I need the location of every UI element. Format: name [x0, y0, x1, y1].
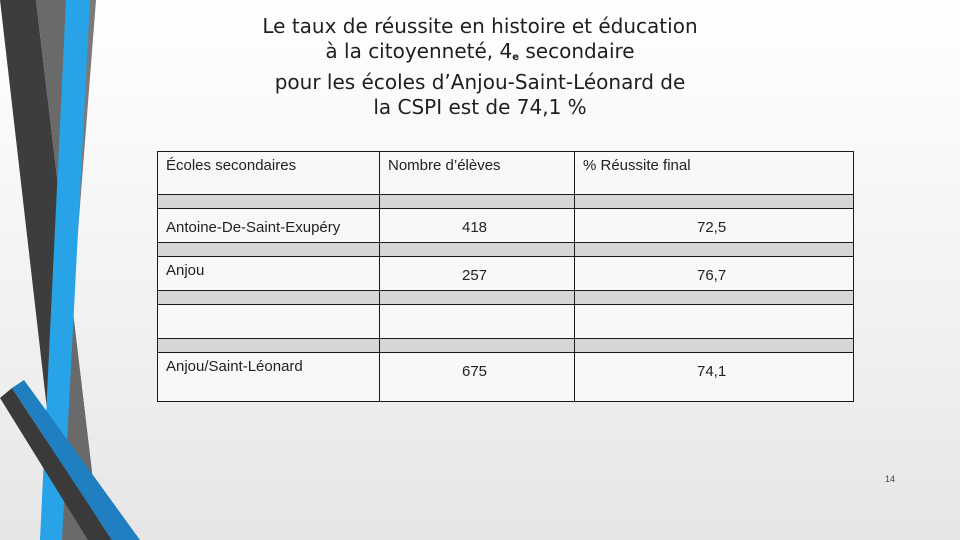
separator-cell [380, 291, 575, 305]
school-cell [158, 353, 380, 402]
school-cell [158, 209, 380, 243]
students-count: 675 [462, 363, 488, 380]
page-number: 14 [885, 474, 896, 484]
header-schools: Écoles secondaires [166, 157, 297, 174]
separator-cell [158, 291, 380, 305]
students-cell [380, 209, 575, 243]
success-rate: 74,1 [697, 363, 727, 380]
students-count: 418 [462, 219, 488, 236]
table-row [158, 257, 854, 291]
title-line-2 [220, 39, 740, 70]
school-name [158, 305, 379, 315]
school-cell [158, 257, 380, 291]
success-rate [575, 305, 853, 315]
rate-cell [575, 209, 854, 243]
separator-cell [575, 195, 854, 209]
separator-cell [158, 195, 380, 209]
results-table [157, 151, 854, 402]
title-line-3: pour les écoles d’Anjou-Saint-Léonard de [274, 70, 686, 94]
separator-cell [575, 243, 854, 257]
success-rate: 76,7 [697, 267, 727, 284]
title-line-4: la CSPI est de 74,1 % [373, 95, 587, 119]
header-cell-rate [575, 152, 854, 195]
students-cell [380, 353, 575, 402]
separator-cell [380, 243, 575, 257]
title-line-2-text: à la citoyenneté, 4 [325, 39, 513, 63]
table-header-row [158, 152, 854, 195]
rate-cell [575, 257, 854, 291]
separator-row [158, 243, 854, 257]
students-cell [380, 257, 575, 291]
slide-title [220, 14, 740, 120]
separator-row [158, 195, 854, 209]
students-count [380, 305, 574, 315]
title-line-2-suffix: secondaire [519, 39, 635, 63]
title-superscript: e [512, 52, 519, 63]
table-row-empty [158, 305, 854, 339]
header-students: Nombre d’élèves [388, 157, 501, 174]
school-name: Antoine-De-Saint-Exupéry [166, 219, 341, 236]
separator-cell [380, 195, 575, 209]
separator-row [158, 291, 854, 305]
students-count: 257 [462, 267, 488, 284]
rate-cell [575, 305, 854, 339]
separator-cell [575, 339, 854, 353]
table-row [158, 209, 854, 243]
school-name: Anjou/Saint-Léonard [166, 358, 303, 375]
header-cell-schools [158, 152, 380, 195]
students-cell [380, 305, 575, 339]
school-cell [158, 305, 380, 339]
school-name: Anjou [166, 262, 205, 279]
success-rate: 72,5 [697, 219, 727, 236]
separator-cell [158, 243, 380, 257]
table-row-total [158, 353, 854, 402]
separator-cell [575, 291, 854, 305]
separator-cell [380, 339, 575, 353]
header-cell-students [380, 152, 575, 195]
title-line-1: Le taux de réussite en histoire et éducation [262, 14, 698, 38]
rate-cell [575, 353, 854, 402]
separator-cell [158, 339, 380, 353]
separator-row [158, 339, 854, 353]
header-rate: % Réussite final [583, 157, 691, 174]
